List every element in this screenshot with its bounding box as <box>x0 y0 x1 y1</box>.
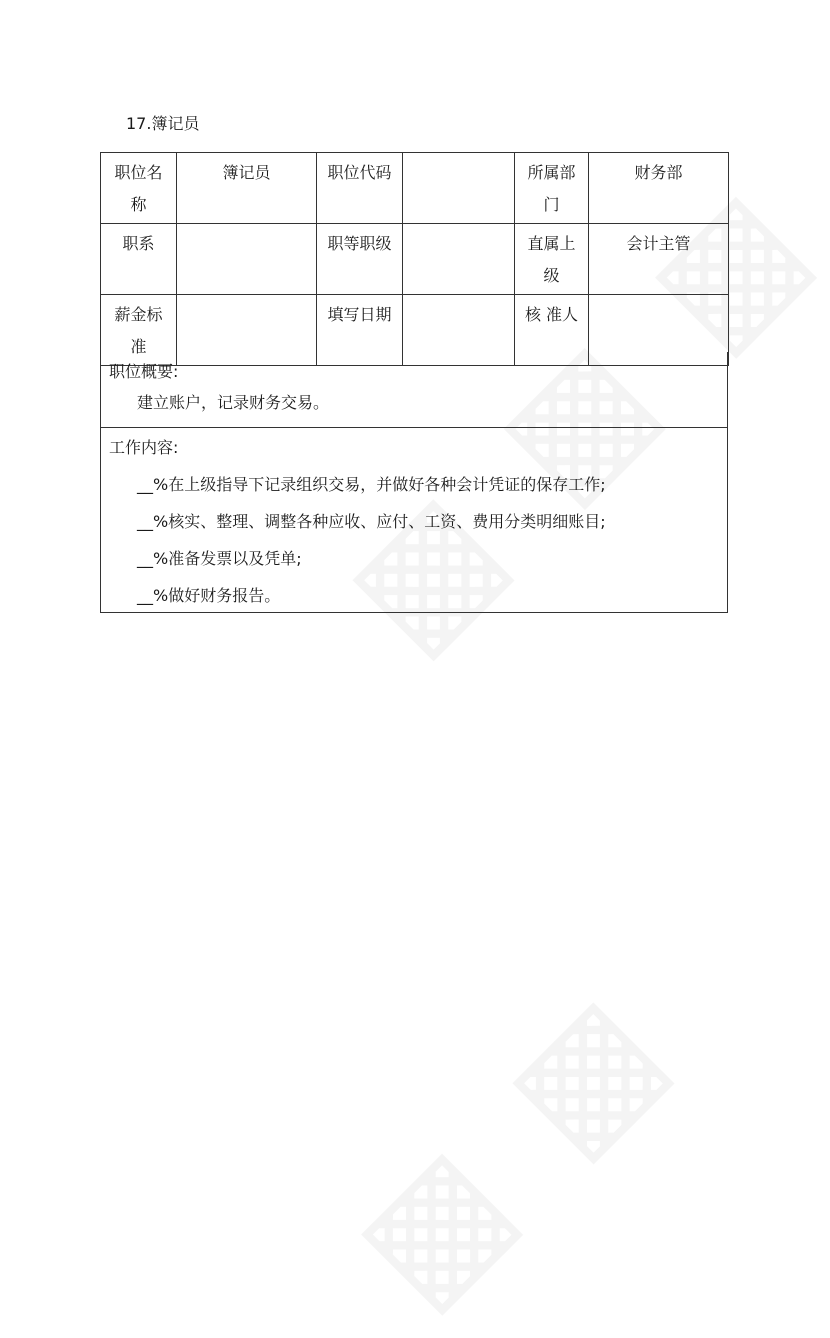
label-job-family: 职系 <box>101 224 177 295</box>
label-direct-supervisor: 直属上级 <box>515 224 589 295</box>
label-grade-level: 职等职级 <box>317 224 403 295</box>
table-row <box>101 224 729 295</box>
value-grade-level <box>403 224 515 295</box>
value-direct-supervisor: 会计主管 <box>589 224 729 295</box>
label-department: 所属部门 <box>515 153 589 224</box>
list-item: __%做好财务报告。 <box>137 586 281 605</box>
value-position-name: 簿记员 <box>177 153 317 224</box>
table-row <box>101 153 729 224</box>
document-title: 17.簿记员 <box>126 114 200 133</box>
job-duties-section <box>100 427 728 613</box>
summary-text: 建立账户，记录财务交易。 <box>137 393 330 412</box>
duties-heading: 工作内容: <box>109 438 179 457</box>
list-item: __%在上级指导下记录组织交易，并做好各种会计凭证的保存工作; <box>137 475 606 494</box>
list-item: __%准备发票以及凭单; <box>137 549 302 568</box>
value-department: 财务部 <box>589 153 729 224</box>
watermark <box>322 956 704 1338</box>
value-job-family <box>177 224 317 295</box>
job-info-table <box>100 152 729 366</box>
duties-list <box>109 466 719 614</box>
value-position-code <box>403 153 515 224</box>
label-position-name: 职位名称 <box>101 153 177 224</box>
position-summary-section <box>100 352 728 428</box>
summary-heading: 职位概要: <box>109 362 179 381</box>
label-fill-date: 填写日期 <box>317 295 403 366</box>
label-position-code: 职位代码 <box>317 153 403 224</box>
list-item: __%核实、整理、调整各种应收、应付、工资、费用分类明细账目; <box>137 512 606 531</box>
label-approver: 核 准人 <box>515 295 589 366</box>
label-salary-standard: 薪金标准 <box>101 295 177 366</box>
